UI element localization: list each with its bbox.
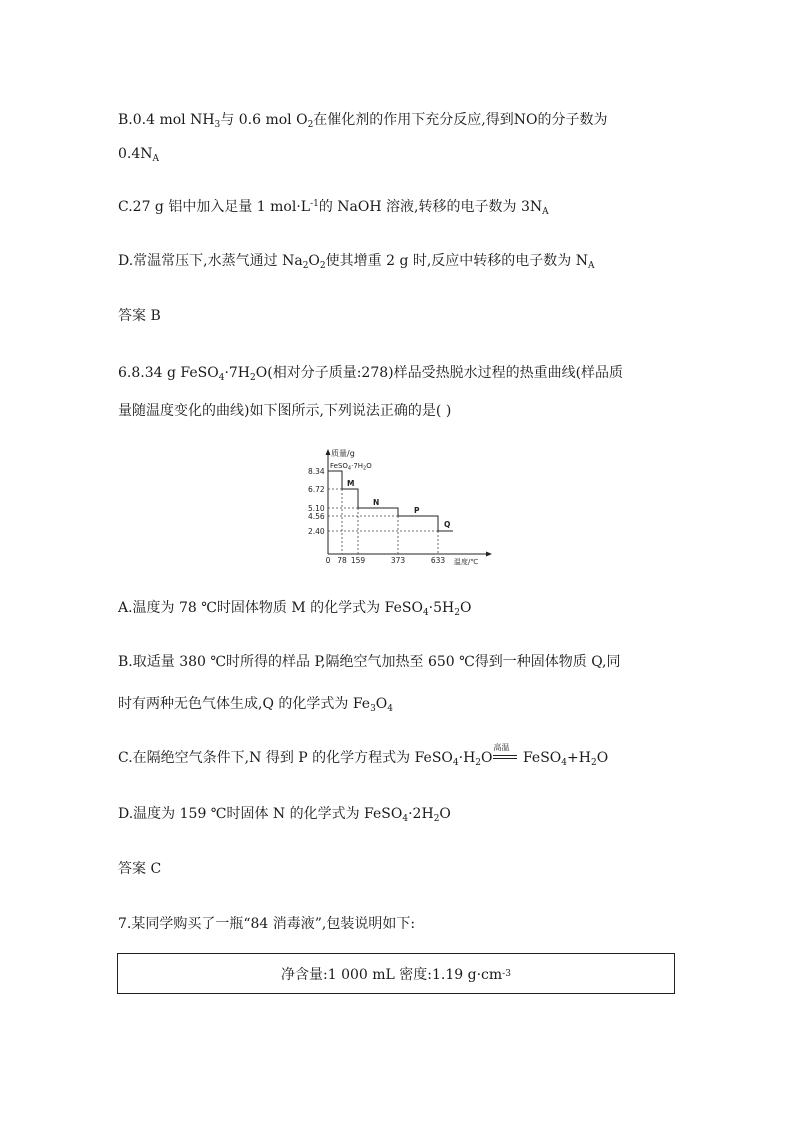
q5-option-b-cont: $0.4N_A$	[118, 146, 160, 164]
y-tick-label: 8.34	[308, 467, 325, 476]
chart-y-tick-labels	[308, 467, 325, 536]
label-feso4-7h2o: $FeSO_4\cdot 7H_2O$	[330, 462, 372, 472]
q6-option-b-cont: 时有两种无色气体生成,Q 的化学式为 $Fe_3O_4$	[118, 696, 394, 714]
x-tick-label: 78	[337, 556, 347, 565]
q6-stem-line2: 量随温度变化的曲线)如下图所示,下列说法正确的是( )	[118, 403, 452, 419]
product-label-box: 净含量:1 000 mL 密度:1.19 g·cm -3	[117, 953, 675, 994]
x-axis-label: 温度/℃	[454, 558, 479, 566]
point-label-n: N	[373, 498, 380, 507]
q6-option-d: D.温度为 159 ℃时固体 N 的化学式为 $FeSO_4\cdot 2H_2O$	[118, 806, 451, 824]
thermogravimetric-chart	[303, 447, 503, 572]
q6-option-b: B.取适量 380 ℃时所得的样品 P,隔绝空气加热至 650 ℃得到一种固体物质 Q,同	[118, 654, 621, 670]
x-tick-label: 633	[430, 556, 446, 565]
x-axis-arrow	[486, 552, 492, 557]
point-label-m: M	[347, 479, 355, 488]
q5-option-d: D.常温常压下,水蒸气通过 $Na_2O_2$使其增重 2 g 时,反应中转移的电子数为 $N_A$	[118, 253, 595, 271]
q6-answer: 答案 C	[118, 861, 162, 877]
x-tick-label: 0	[325, 556, 331, 565]
chart-guides	[328, 489, 438, 554]
y-tick-label: 5.10	[308, 504, 325, 513]
q6-stem-line1: 6.8.34 g $FeSO_4\cdot 7H_2O$(相对分子质量:278)样品受热脱水过程的热重曲线(样品质	[118, 365, 624, 383]
reaction-condition-arrow: 高温	[493, 751, 519, 765]
q5-option-b: B.0.4 mol $NH_3$与 0.6 mol $O_2$在催化剂的作用下充分反应,得到NO的分子数为	[118, 112, 608, 130]
y-tick-label: 2.40	[308, 527, 325, 536]
chart-x-tick-labels	[326, 556, 446, 565]
q6-option-a: A.温度为 78 ℃时固体物质 M 的化学式为 $FeSO_4\cdot 5H_2O$	[118, 600, 472, 618]
q6-option-c: C.在隔绝空气条件下,N 得到 P 的化学方程式为 $FeSO_4\cdot H_2O$ 高温 $FeSO_4+H_2O$	[118, 743, 609, 768]
y-tick-label: 4.56	[308, 512, 325, 521]
chart-point-labels	[330, 462, 450, 529]
y-axis-arrow	[326, 449, 331, 455]
y-axis-label: 质量/g	[331, 449, 355, 458]
point-label-q: Q	[444, 520, 451, 529]
point-label-p: P	[414, 506, 420, 515]
q5-answer: 答案 B	[118, 308, 161, 324]
q7-stem: 7.某同学购买了一瓶“84 消毒液”,包装说明如下:	[118, 916, 416, 932]
x-tick-label: 373	[390, 556, 406, 565]
x-tick-label: 159	[350, 556, 366, 565]
q5-option-c: C.27 g 铝中加入足量 1 $mol\cdot L^{-1}$的 NaOH 溶液,转移的电子数为 $3N_A$	[118, 199, 549, 217]
y-tick-label: 6.72	[308, 485, 325, 494]
